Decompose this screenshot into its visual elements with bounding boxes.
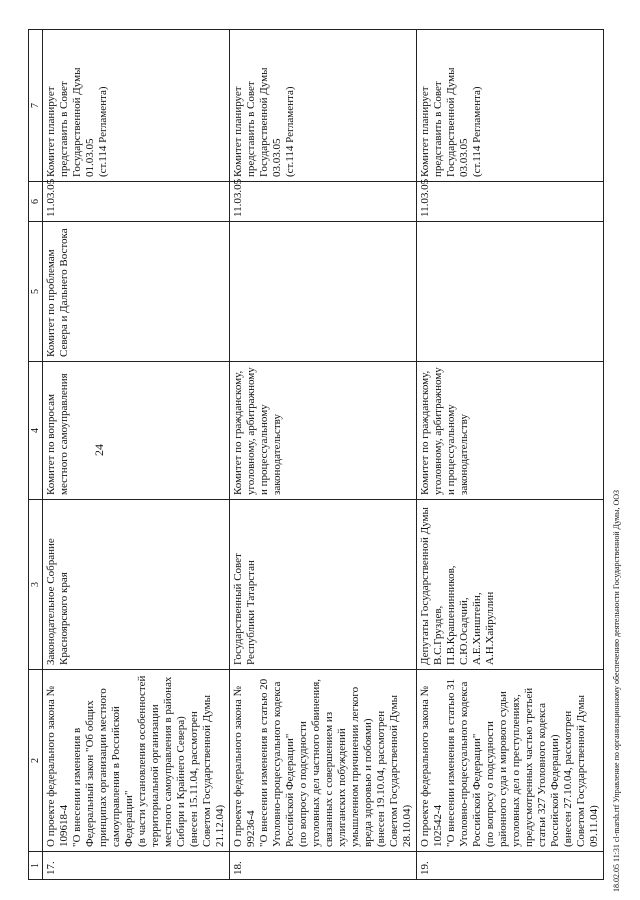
row-number: 17.	[43, 852, 230, 880]
table-row	[230, 30, 417, 880]
column-header: 4	[29, 362, 43, 500]
column-header: 7	[29, 30, 43, 182]
row-number: 18.	[230, 852, 417, 880]
page-number: 24	[92, 444, 106, 456]
bill-description: О проекте федерального закона № 109618-4 "О внесении изменения в Федеральный закон "Об общих принципах организации местного самоуправления в Российской Федерации" (в части установления особенностей территориальной организации местного самоуправления в районах Сибири и Крайнего Севера) (внесен 15.11.04, рассмотрен Советом Государственной Думы 21.12.04)	[43, 670, 230, 852]
review-date: 11.03.05	[230, 182, 417, 222]
committee-plan: Комитет планирует представить в Совет Государственной Думы 03.03.05 (ст.114 Регламента)	[417, 30, 604, 182]
review-date: 11.03.05	[43, 182, 230, 222]
bill-initiator: Депутаты Государственной Думы В.С.Груздев, П.В.Крашенинников, С.Ю.Осадчий, А.Е.Хинштейн, А.Н.Хайруллин	[417, 500, 604, 670]
bill-initiator: Законодательное Собрание Красноярского края	[43, 500, 230, 670]
co-executor-committee: Комитет по проблемам Севера и Дальнего Востока	[43, 222, 230, 362]
row-number: 19.	[417, 852, 604, 880]
responsible-committee: Комитет по гражданскому, уголовному, арбитражному и процессуальному законодательству	[417, 362, 604, 500]
document-footer: 18.02.05 11:31 cl-marsh.rtf Управление по организационному обеспечению деятельности Государственной Думы, ООЗ	[612, 489, 621, 892]
column-number-row	[29, 30, 43, 880]
co-executor-committee	[230, 222, 417, 362]
co-executor-committee	[417, 222, 604, 362]
table-row	[417, 30, 604, 880]
bills-table	[28, 29, 604, 880]
rotated-page	[28, 30, 598, 880]
review-date: 11.03.05	[417, 182, 604, 222]
column-header: 3	[29, 500, 43, 670]
bill-description: О проекте федерального закона № 102542-4 "О внесении изменения в статью 31 Уголовно-процессуального кодекса Российской Федерации" (по вопросу о подсудности районного суда и мирового судьи уголовных дел о преступлениях, предусмотренных частью третьей статьи 327 Уголовного кодекса Российской Федерации) (внесен 27.10.04, рассмотрен Советом Государственной Думы 09.11.04)	[417, 670, 604, 852]
column-header: 5	[29, 222, 43, 362]
bill-initiator: Государственный Совет Республики Татарстан	[230, 500, 417, 670]
column-header: 2	[29, 670, 43, 852]
column-header: 6	[29, 182, 43, 222]
committee-plan: Комитет планирует представить в Совет Государственной Думы 01.03.05 (ст.114 Регламента)	[43, 30, 230, 182]
table-row	[43, 30, 230, 880]
column-header: 1	[29, 852, 43, 880]
bill-description: О проекте федерального закона № 99236-4 "О внесении изменения в статью 20 Уголовно-процессуального кодекса Российской Федерации" (по вопросу о подсудности уголовных дел частного обвинения, связанных с совершением из хулиганских побуждений умышленном причинении легкого вреда здоровью и побоями) (внесен 19.10.04, рассмотрен Советом Государственной Думы 28.10.04)	[230, 670, 417, 852]
responsible-committee: Комитет по гражданскому, уголовному, арбитражному и процессуальному законодательству	[230, 362, 417, 500]
responsible-committee: Комитет по вопросам местного самоуправления	[43, 362, 230, 500]
committee-plan: Комитет планирует представить в Совет Государственной Думы 03.03.05 (ст.114 Регламента)	[230, 30, 417, 182]
